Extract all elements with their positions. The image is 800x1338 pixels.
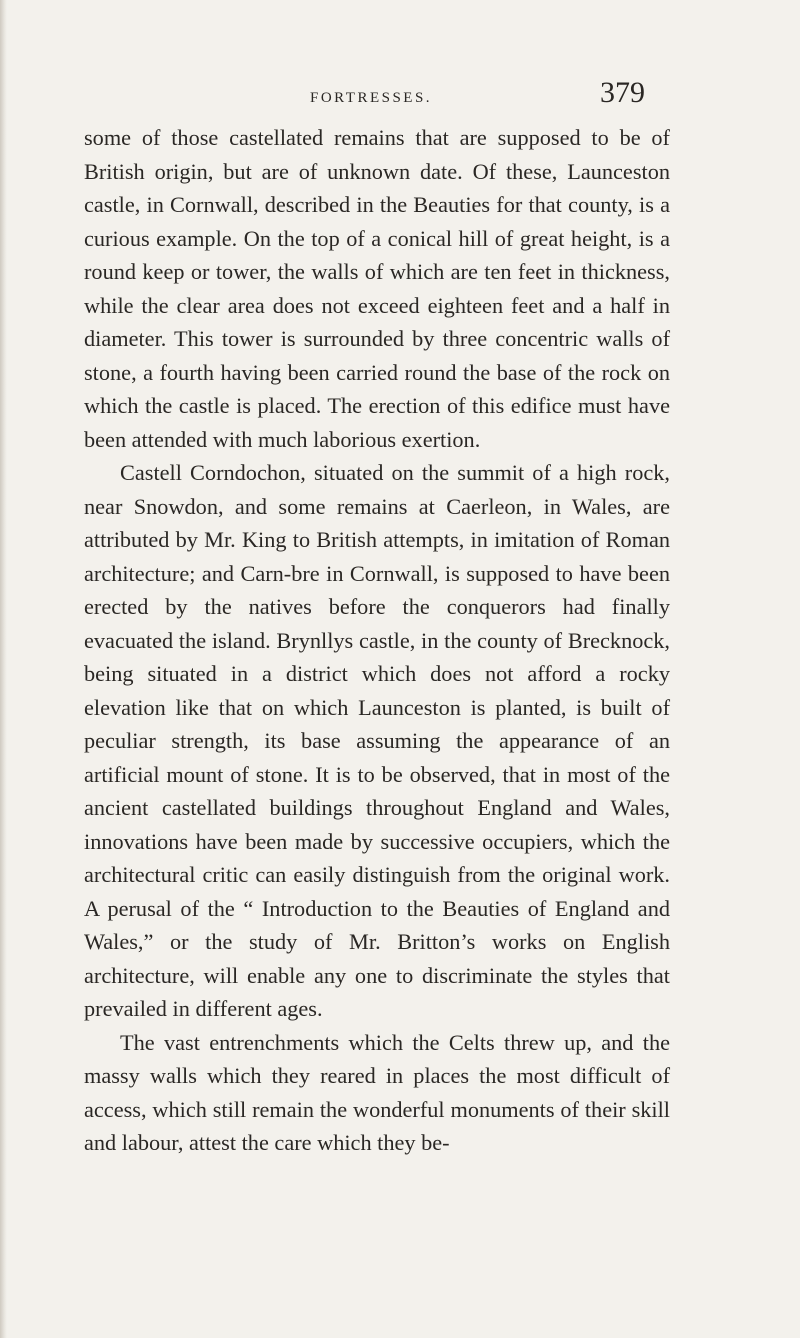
- paragraph-2: Castell Corndochon, situated on the summit of a high rock, near Snowdon, and some remains at Caerleon, in Wales, are attributed by Mr. King to British attempts, in imitation of Roman architecture; and Carn-bre in Cornwall, is supposed to have been erected by the natives before the conquerors had finally evacuated the island. Brynllys castle, in the county of Brecknock, being situated in a district which does not afford a rocky elevation like that on which Launceston is planted, is built of peculiar strength, its base assuming the appearance of an artificial mount of stone. It is to be observed, that in most of the ancient castellated buildings throughout England and Wales, innovations have been made by successive occupiers, which the architectural critic can easily distinguish from the original work. A perusal of the “ Introduction to the Beauties of England and Wales,” or the study of Mr. Britton’s works on English architecture, will enable any one to discriminate the styles that prevailed in different ages.: [84, 460, 670, 1021]
- paragraph-1: some of those castellated remains that are supposed to be of British origin, but are of unknown date. Of these, Launceston castle, in Cornwall, described in the Beauties for that county, is a curious example. On the top of a conical hill of great height, is a round keep or tower, the walls of which are ten feet in thickness, while the clear area does not exceed eighteen feet and a half in diameter. This tower is surrounded by three concentric walls of stone, a fourth having been carried round the base of the rock on which the castle is placed. The erection of this edifice must have been attended with much laborious exertion.: [84, 125, 670, 452]
- page-left-edge: [0, 0, 7, 1338]
- running-head: FORTRESSES.: [310, 90, 433, 106]
- body-text: [84, 121, 670, 1160]
- paragraph-3: The vast entrenchments which the Celts threw up, and the massy walls which they reared in places the most difficult of access, which still remain the wonderful monuments of their skill and labour, attest the care which they be-: [84, 1029, 670, 1155]
- page-number: 379: [600, 76, 645, 109]
- page-header: [0, 76, 800, 116]
